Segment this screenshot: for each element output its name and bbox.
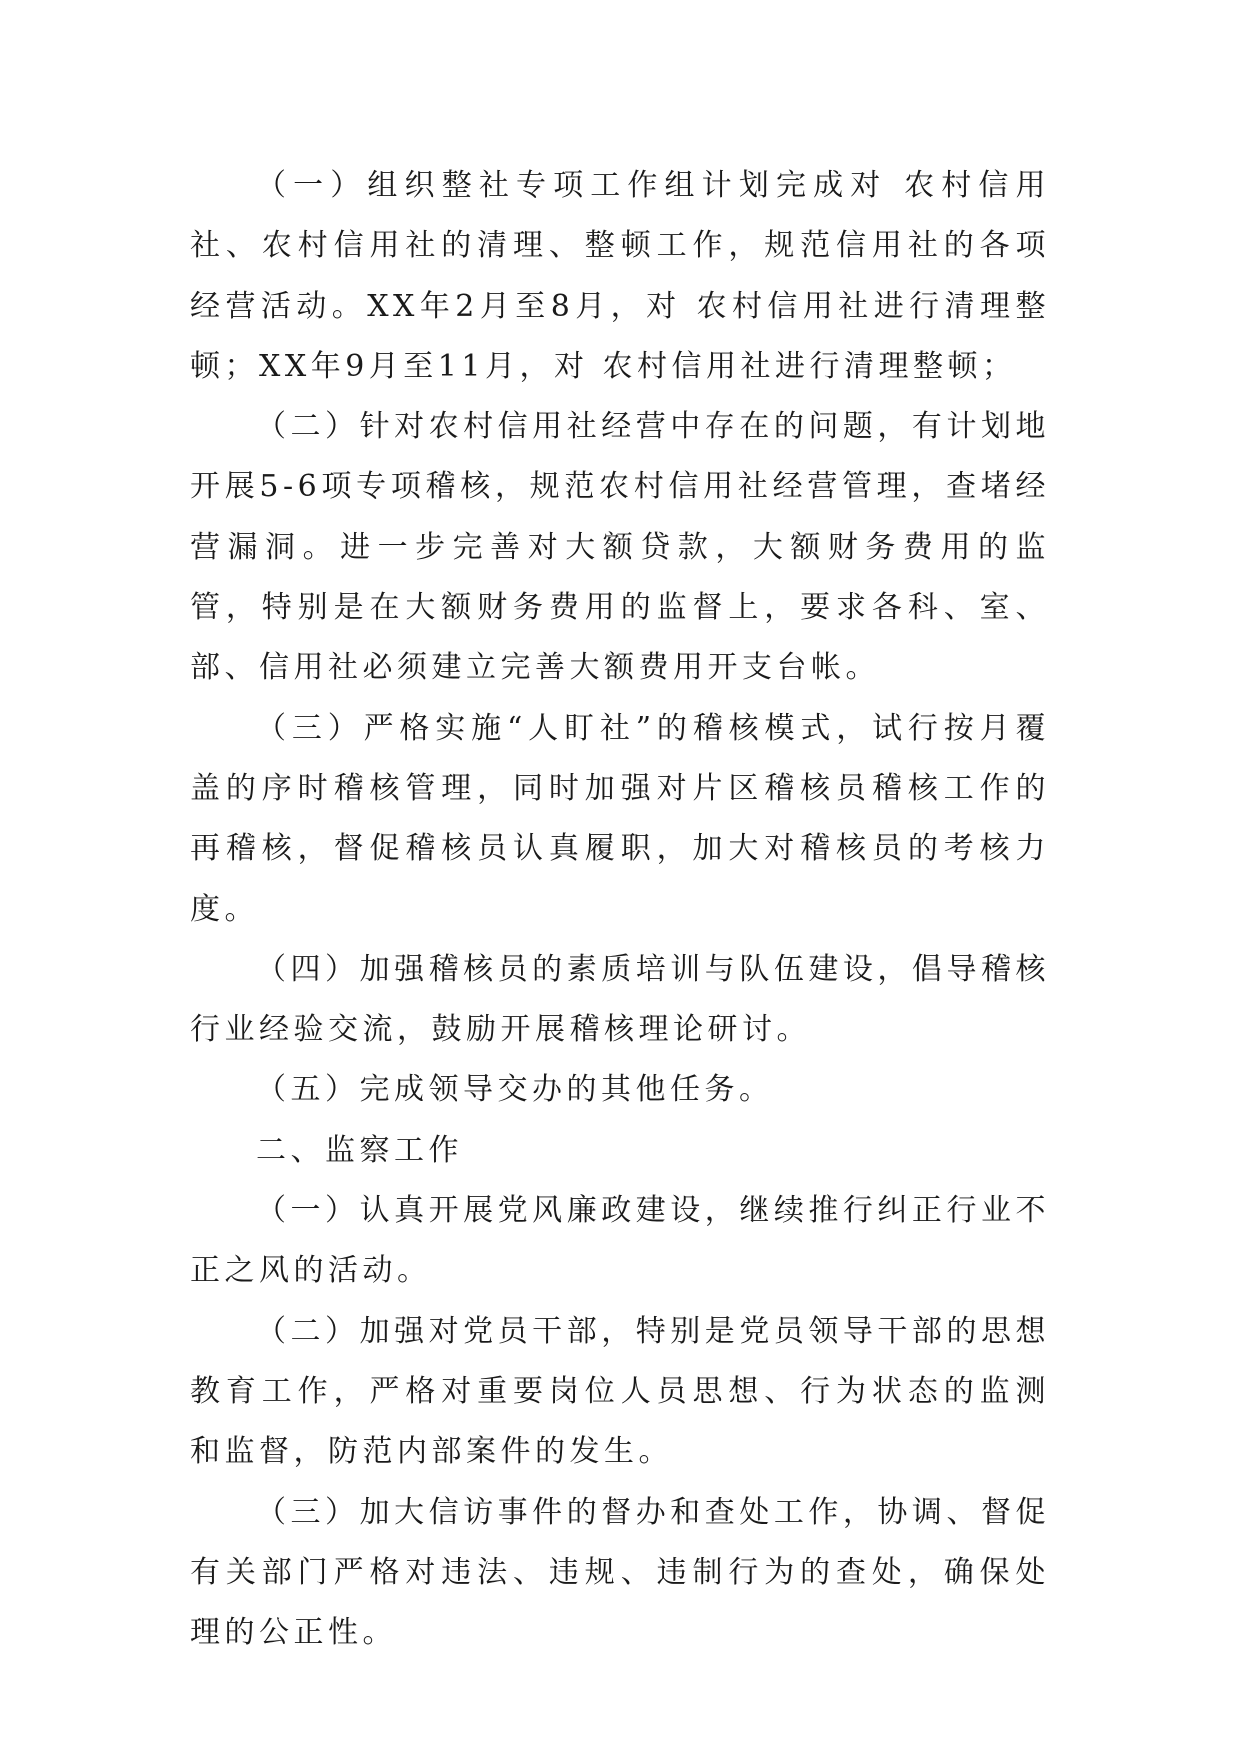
document-page (190, 156, 1050, 1663)
section-heading-supervision: 二、监察工作 (256, 1132, 463, 1168)
paragraph-3: （三）严格实施“人盯社”的稽核模式，试行按月覆盖的序时稽核管理，同时加强对片区稽核员稽核工作的再稽核，督促稽核员认真履职，加大对稽核员的考核力度。 (190, 710, 1050, 927)
paragraph-2: （二）针对农村信用社经营中存在的问题，有计划地开展5-6项专项稽核，规范农村信用社经营管理，查堵经营漏洞。进一步完善对大额贷款，大额财务费用的监管，特别是在大额财务费用的监督上，要求各科、室、部、信用社必须建立完善大额费用开支台帐。 (190, 409, 1050, 686)
paragraph-4: （四）加强稽核员的素质培训与队伍建设，倡导稽核行业经验交流，鼓励开展稽核理论研讨。 (190, 951, 1050, 1048)
paragraph-7: （一）认真开展党风廉政建设，继续推行纠正行业不正之风的活动。 (190, 1193, 1050, 1289)
paragraph-1: （一）组织整社专项工作组计划完成对 农村信用社、农村信用社的清理、整顿工作，规范信用社的各项经营活动。XX年2月至8月，对 农村信用社进行清理整顿；XX年9月至11月，对 农村信用社进行清理整顿； (190, 168, 1050, 384)
paragraph-5: （五）完成领导交办的其他任务。 (256, 1072, 774, 1108)
paragraph-8: （二）加强对党员干部，特别是党员领导干部的思想教育工作，严格对重要岗位人员思想、行为状态的监测和监督，防范内部案件的发生。 (190, 1313, 1050, 1470)
paragraph-9: （三）加大信访事件的督办和查处工作，协调、督促有关部门严格对违法、违规、违制行为的查处，确保处理的公正性。 (190, 1494, 1050, 1651)
